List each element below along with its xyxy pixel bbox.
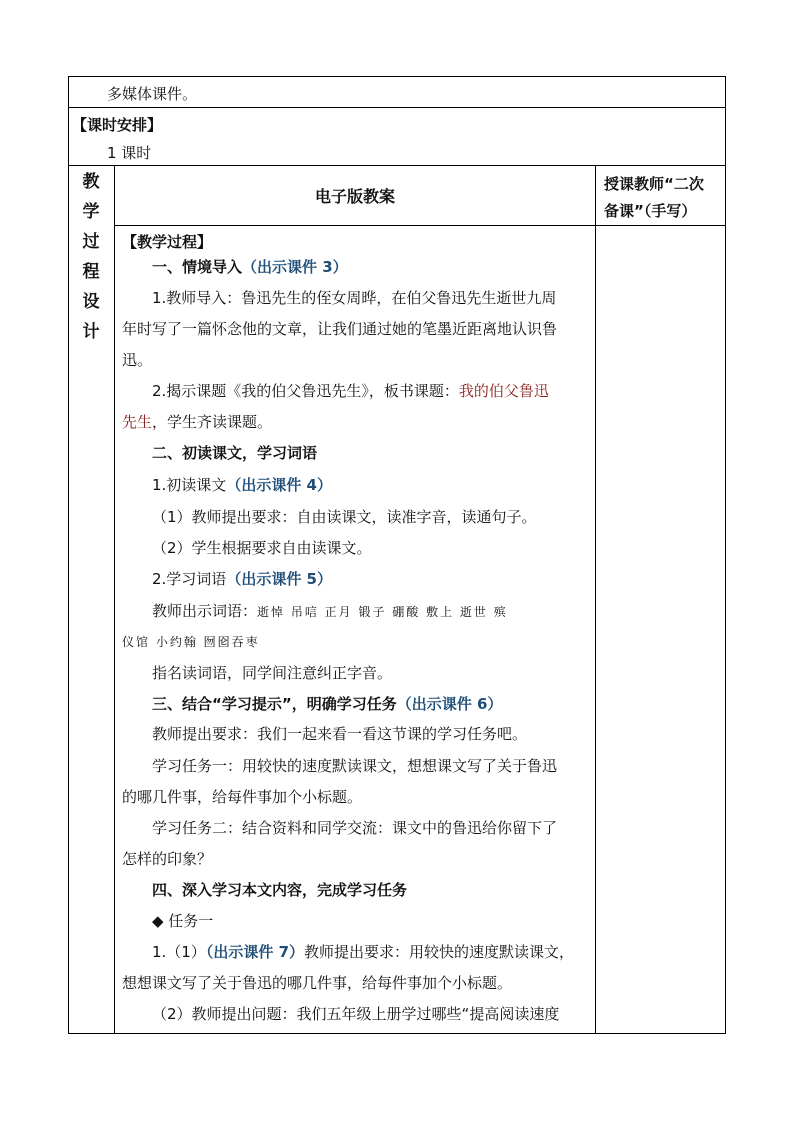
column-header-right-line1: 授课教师“二次: [604, 175, 704, 193]
table-border-right: [725, 76, 726, 1034]
para-line: [152, 942, 574, 962]
side-label-char: 计: [82, 322, 100, 342]
table-column-divider: [114, 165, 115, 1034]
column-header-right-line2: 备课”（手写）: [604, 202, 697, 220]
section-3-title: 三、结合“学习提示”，明确学习任务: [152, 695, 397, 713]
para-text: 2.揭示课题《我的伯父鲁迅先生》，板书课题：: [152, 382, 459, 400]
vocab-line: 仪馆 小约翰 囫囵吞枣: [122, 635, 260, 649]
section-3: [152, 694, 502, 714]
para-line: 迅。: [122, 351, 153, 369]
para-line: （2）教师提出问题：我们五年级上册学过哪些“提高阅读速度: [152, 1005, 560, 1023]
side-label-char: 程: [82, 262, 100, 282]
board-title-red: 先生: [122, 413, 153, 431]
vocab-intro: 教师出示词语：: [152, 602, 258, 620]
para-line: [152, 381, 549, 401]
section-3-ref: （出示课件 6）: [396, 695, 503, 713]
task-one-label: ◆ 任务一: [152, 912, 214, 930]
vocab-line: [152, 601, 508, 622]
para-line: 学习任务二：结合资料和同学交流：课文中的鲁迅给你留下了: [152, 819, 558, 837]
section-1-ref: （出示课件 3）: [242, 258, 348, 276]
para-line: 1.教师导入：鲁迅先生的侄女周晔，在伯父鲁迅先生逝世九周: [152, 289, 557, 307]
column-header-center: 电子版教案: [314, 187, 395, 206]
side-label-char: 学: [82, 202, 100, 222]
subsection-text: 2.学习词语: [152, 570, 227, 588]
para-text: ，学生齐读课题。: [152, 413, 273, 431]
para-line: 的哪几件事，给每件事加个小标题。: [122, 788, 363, 806]
table-divider: [114, 225, 726, 226]
para-line: 指名读词语，同学间注意纠正字音。: [152, 664, 393, 682]
subsection-text: 1.初读课文: [152, 476, 227, 494]
para-line: 学习任务一：用较快的速度默读课文，想想课文写了关于鲁迅: [152, 757, 558, 775]
table-column-divider: [595, 165, 596, 1034]
subsection-ref: （出示课件 4）: [226, 476, 332, 494]
process-heading: 【教学过程】: [122, 233, 213, 251]
section-1-title: 一、情境导入: [152, 258, 243, 276]
para-text: 1.（1）: [152, 943, 206, 961]
para-line: 年时写了一篇怀念他的文章，让我们通过她的笔墨近距离地认识鲁: [122, 320, 558, 338]
slide-ref: （出示课件 7）: [205, 943, 305, 961]
para-line: [122, 412, 272, 432]
para-line: （2）学生根据要求自由读课文。: [152, 539, 372, 557]
para-line: 教师提出要求：我们一起来看一看这节课的学习任务吧。: [152, 725, 528, 743]
section-1: [152, 257, 348, 277]
para-line: 怎样的印象？: [122, 850, 213, 868]
section-4-title: 四、深入学习本文内容，完成学习任务: [152, 881, 408, 899]
para-text: 教师提出要求：用较快的速度默读课文，: [304, 943, 575, 961]
side-label-char: 设: [82, 292, 100, 312]
section-2-title: 二、初读课文，学习词语: [152, 444, 318, 462]
schedule-heading: 【课时安排】: [72, 116, 163, 134]
vocab-words: 逝悼 吊唁 正月 锻子 硼酸 敷上 逝世 殡: [257, 605, 508, 619]
side-label-char: 教: [82, 172, 100, 192]
table-border-top: [68, 76, 726, 77]
board-title-red: 我的伯父鲁迅: [458, 382, 549, 400]
table-border-bottom: [68, 1033, 726, 1034]
materials-text: 多媒体课件。: [107, 85, 198, 103]
table-divider: [68, 107, 726, 108]
subsection-read: [152, 475, 332, 495]
table-divider: [68, 165, 726, 166]
subsection-ref: （出示课件 5）: [226, 570, 332, 588]
subsection-vocab: [152, 569, 332, 589]
schedule-value: 1 课时: [107, 144, 152, 162]
para-line: （1）教师提出要求：自由读课文，读准字音，读通句子。: [152, 508, 537, 526]
para-line: 想想课文写了关于鲁迅的哪几件事，给每件事加个小标题。: [122, 974, 513, 992]
side-label-char: 过: [82, 232, 100, 252]
